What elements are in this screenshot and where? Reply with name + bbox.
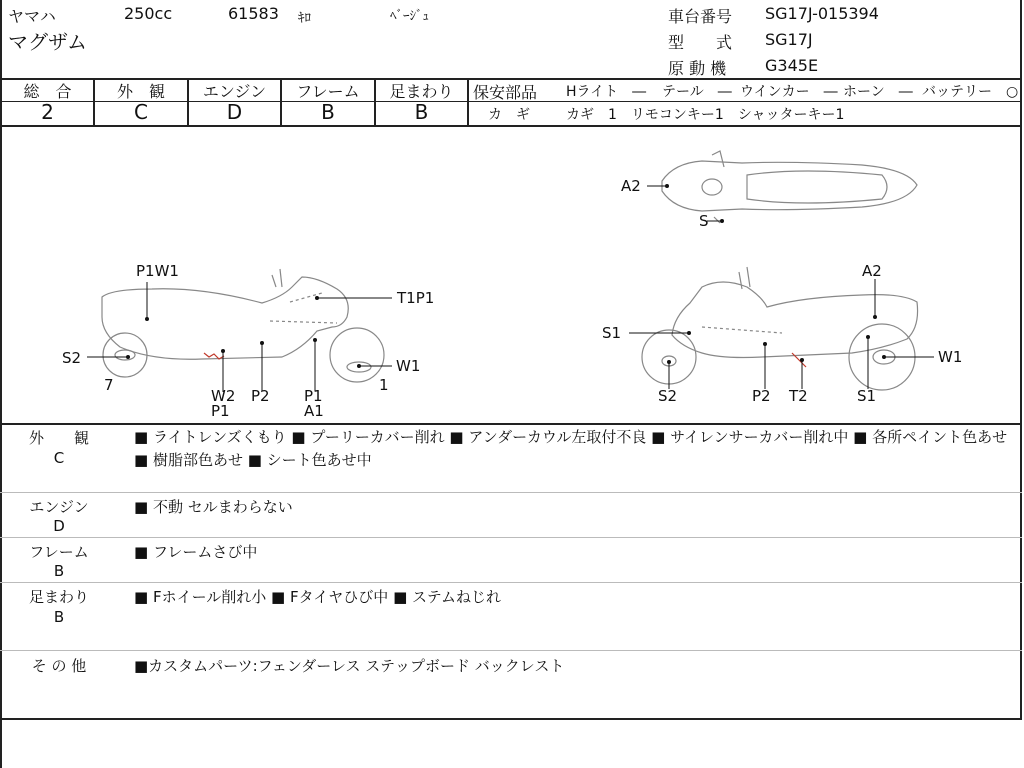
note-grade-suspension: B	[53, 608, 65, 626]
label-top-a2: A2	[621, 177, 641, 195]
notes-sep-4	[0, 650, 1022, 651]
safety-winker: ウインカー ―	[740, 84, 838, 100]
leader-lines	[87, 186, 934, 392]
label-r-p2: P2	[752, 387, 771, 405]
color: ﾍﾞｰｼﾞｭ	[390, 9, 429, 24]
label-r-s2: S2	[658, 387, 678, 405]
label-l-7: 7	[104, 376, 114, 394]
frame-no-label: 車台番号	[668, 7, 733, 26]
label-r-w1: W1	[938, 348, 963, 366]
safety-tail: テール ―	[662, 84, 732, 100]
notes-bottom-border	[0, 718, 1022, 720]
label-l-t1p1: T1P1	[397, 289, 435, 307]
note-label-exterior: 外 観	[28, 429, 89, 447]
label-l-a1: A1	[304, 402, 324, 420]
label-l-p1b: P1	[304, 387, 323, 405]
model-name: マグザム	[8, 30, 87, 54]
note-text-engine: ■ 不動 セルまわらない	[134, 498, 293, 516]
leader-dots	[126, 184, 886, 368]
label-r-s1: S1	[602, 324, 622, 342]
model-code: SG17J	[765, 30, 813, 49]
displacement: 250cc	[124, 4, 173, 23]
label-l-s2: S2	[62, 349, 82, 367]
maker: ヤマハ	[8, 7, 56, 26]
note-text-suspension: ■ Fホイール削れ小 ■ Fタイヤひび中 ■ ステムねじれ	[134, 588, 501, 606]
mileage-unit: ｷﾛ	[298, 11, 311, 26]
key-label: カ ギ	[488, 107, 530, 123]
safety-horn: ホーン ―	[843, 84, 913, 100]
engine-code: G345E	[765, 56, 819, 75]
note-text-other: ■カスタムパーツ:フェンダーレス ステップボード バックレスト	[134, 657, 565, 675]
scooter-left-view	[102, 269, 384, 382]
safety-battery: バッテリー ○	[922, 84, 1019, 100]
note-grade-frame: B	[53, 562, 65, 580]
notes-sep-3	[0, 582, 1022, 583]
diagram-divider	[0, 423, 1022, 425]
note-label-other: そ の 他	[31, 657, 87, 675]
score-value-exterior: C	[134, 100, 148, 124]
label-l-1: 1	[379, 376, 389, 394]
damage-marks	[204, 353, 806, 367]
score-value-frame: B	[321, 100, 335, 124]
scooter-right-view	[642, 267, 918, 390]
label-l-p1: P1	[211, 402, 230, 420]
label-top-s: S	[699, 212, 709, 230]
notes-sep-1	[0, 492, 1022, 493]
note-text-frame: ■ フレームさび中	[134, 543, 258, 561]
score-label-frame: フレーム	[296, 82, 360, 101]
score-label-overall: 総 合	[23, 82, 72, 101]
damage-diagram	[2, 127, 1022, 423]
score-value-engine: D	[226, 100, 243, 124]
mileage: 61583	[228, 4, 279, 23]
score-label-suspension: 足まわり	[389, 82, 454, 101]
label-r-t2: T2	[789, 387, 808, 405]
score-value-suspension: B	[414, 100, 429, 124]
note-text-exterior: ■ ライトレンズくもり ■ プーリーカバー削れ ■ アンダーカウル左取付不良 ■ サイレンサーカバー削れ中 ■ 各所ペイント色あせ ■ 樹脂部色あせ ■ シート色あせ中	[134, 428, 1008, 469]
safety-mid-line	[467, 101, 1022, 102]
notes-sep-2	[0, 537, 1022, 538]
note-grade-engine: D	[53, 517, 65, 535]
label-l-p2: P2	[251, 387, 270, 405]
score-label-exterior: 外 観	[116, 82, 165, 101]
note-label-frame: フレーム	[29, 543, 89, 561]
note-label-suspension: 足まわり	[28, 588, 89, 606]
frame-no: SG17J-015394	[765, 4, 879, 23]
label-r-a2: A2	[862, 262, 882, 280]
model-label: 型 式	[668, 33, 733, 52]
label-l-w2: W2	[211, 387, 236, 405]
score-sep-5	[467, 79, 469, 126]
score-value-overall: 2	[41, 100, 54, 124]
note-grade-exterior: C	[53, 449, 65, 467]
score-label-engine: エンジン	[202, 82, 267, 101]
engine-label: 原 動 機	[668, 59, 727, 78]
label-l-w1: W1	[396, 357, 421, 375]
key-list: カギ 1 リモコンキー1 シャッターキー1	[566, 107, 845, 123]
label-l-p1w1: P1W1	[136, 262, 179, 280]
label-r-s1b: S1	[857, 387, 877, 405]
note-label-engine: エンジン	[29, 498, 89, 516]
safety-label: 保安部品	[473, 83, 538, 102]
safety-headlight: Hライト ―	[566, 84, 647, 100]
